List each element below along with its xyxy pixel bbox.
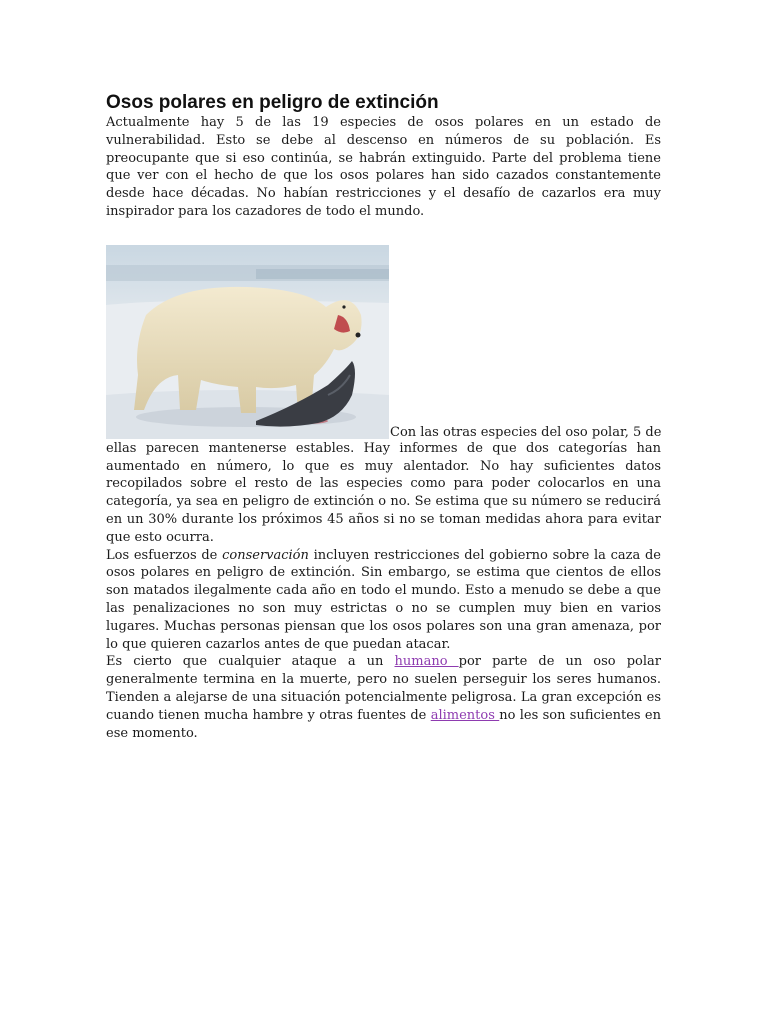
polar-bear-photo	[106, 245, 389, 439]
alimentos-link[interactable]: alimentos	[430, 707, 500, 723]
paragraph-4-c: no les son suficientes en ese momento.	[106, 707, 661, 741]
intro-paragraph: Actualmente hay 5 de las 19 especies de osos polares en un estado de vulnerabilidad. Esto se debe al descenso en números de su población. Es preocupante que si eso continúa, se habrán extinguido. Parte del problema tiene que ver con el hecho de que los osos polares han sido cazados constantemente desde hace décadas. No habían restricciones y el desafío de cazarlos era muy inspirador para los cazadores de todo el mundo.	[106, 115, 661, 219]
figure-row	[106, 245, 661, 440]
paragraph-3	[106, 547, 661, 654]
paragraph-4-b: por parte de un oso polar generalmente termina en la muerte, pero no suelen perseguir los seres humanos. Tienden a alejarse de una situación potencialmente peligrosa. La gran excepción es cuando tienen mucha hambre y otras fuentes de	[106, 654, 661, 723]
paragraph-4	[106, 653, 661, 742]
humano-link[interactable]: humano	[394, 654, 459, 670]
paragraph-3-after: incluyen restricciones del gobierno sobre la caza de osos polares en peligro de extinción. Sin embargo, se estima que cientos de ellos son matados ilegalmente cada año en todo el mundo. Esto a menudo se debe a que las penalizaciones no son muy estrictas o no se cumplen muy bien en varios lugares. Muchas personas piensan que los osos polares son una gran amenaza, por lo que quieren cazarlos antes de que puedan atacar.	[106, 547, 661, 652]
paragraph-4-a: Es cierto que cualquier ataque a un	[106, 654, 395, 670]
article-title: Osos polares en peligro de extinción	[106, 92, 439, 113]
paragraph-2: ellas parecen mantenerse estables. Hay informes de que dos categorías han aumentado en número, lo que es muy alentador. No hay suficientes datos recopilados sobre el resto de las especies como para poder colocarlos en una categoría, ya sea en peligro de extinción o no. Se estima que su número se reducirá en un 30% durante los próximos 45 años si no se toman medidas ahora para evitar que esto ocurra.	[106, 440, 661, 545]
document-page	[106, 92, 661, 742]
figure-inline-text: Con las otras especies del oso polar, 5 de	[390, 424, 662, 440]
conservation-emphasis: conservación	[222, 547, 309, 563]
paragraph-3-before: Los esfuerzos de	[106, 547, 223, 563]
